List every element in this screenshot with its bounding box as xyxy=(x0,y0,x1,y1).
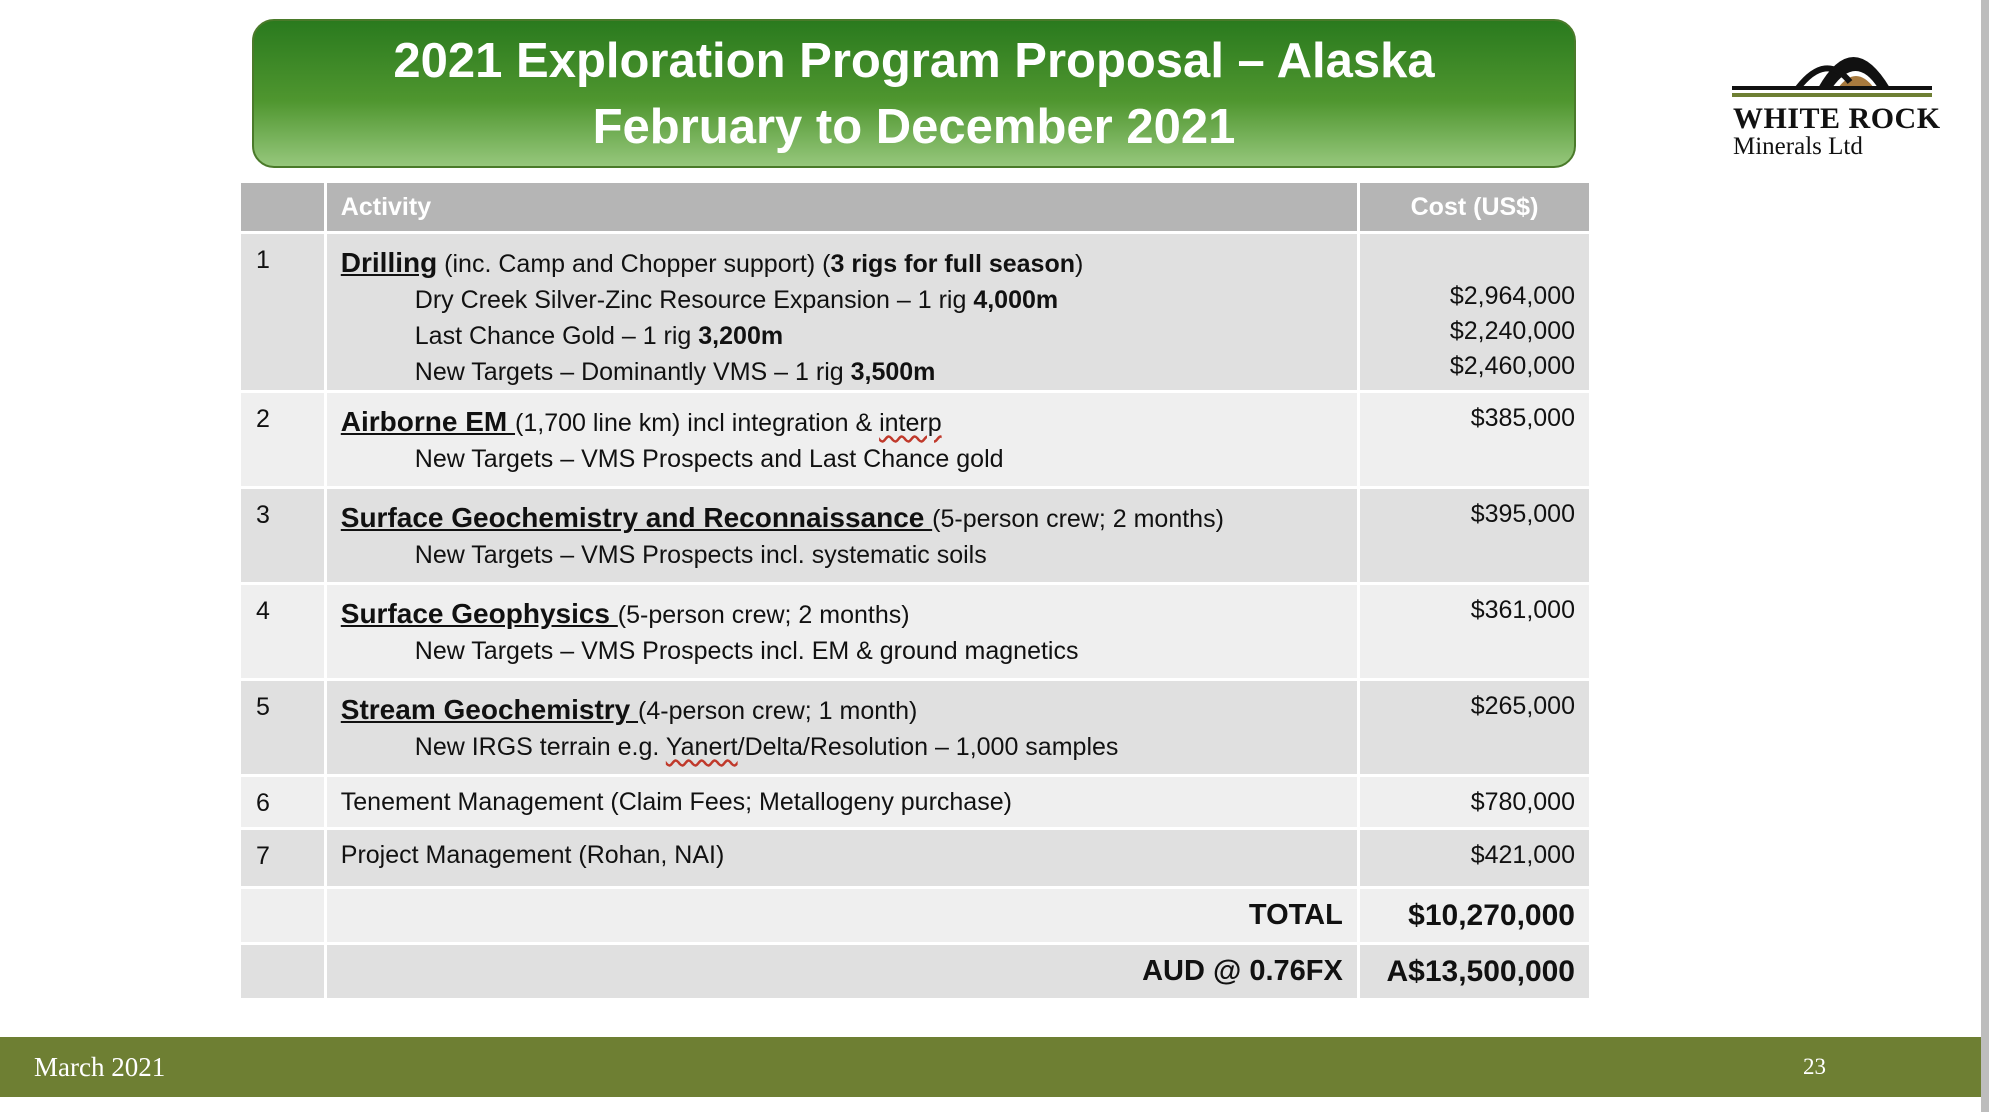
company-logo xyxy=(1728,38,1941,163)
row-number: 3 xyxy=(241,489,324,582)
aud-row xyxy=(241,945,1589,998)
row-number: 4 xyxy=(241,585,324,678)
header-cost: Cost (US$) xyxy=(1360,183,1589,231)
aud-value: A$13,500,000 xyxy=(1360,945,1589,998)
activity-detail: New Targets – VMS Prospects and Last Chance gold xyxy=(414,445,1004,473)
activity-detail: New Targets – VMS Prospects incl. EM & ground magnetics xyxy=(414,637,1079,665)
logo-name-line-2: Minerals Ltd xyxy=(1733,133,1863,160)
activity-title: Drilling xyxy=(340,247,438,278)
cost-value: $2,240,000 xyxy=(1449,317,1575,345)
footer-date: March 2021 xyxy=(34,1052,166,1082)
row-cost xyxy=(1360,234,1589,390)
table-row xyxy=(241,777,1589,827)
row-activity: Surface Geophysics (5-person crew; 2 months) New Targets – VMS Prospects incl. EM & ground magnetics xyxy=(327,585,1357,678)
table-row xyxy=(241,681,1589,774)
title-line-2: February to December 2021 xyxy=(592,99,1236,154)
row-activity: Tenement Management (Claim Fees; Metallogeny purchase) xyxy=(327,777,1357,827)
activity-detail: New Targets – VMS Prospects incl. systematic soils xyxy=(414,541,987,569)
row-cost: $361,000 xyxy=(1360,585,1589,678)
activity-detail: New IRGS terrain e.g. Yanert/Delta/Resolution – 1,000 samples xyxy=(414,733,1119,761)
row-activity: Stream Geochemistry (4-person crew; 1 month) New IRGS terrain e.g. Yanert/Delta/Resolution – 1,000 samples xyxy=(327,681,1357,774)
activity-title: Surface Geophysics xyxy=(340,598,618,629)
row-cost: $385,000 xyxy=(1360,393,1589,486)
row-cost: $265,000 xyxy=(1360,681,1589,774)
activity-title: Airborne EM xyxy=(340,406,516,437)
activity-title: Surface Geochemistry and Reconnaissance xyxy=(340,502,933,533)
row-cost: $780,000 xyxy=(1360,777,1589,827)
row-cost: $395,000 xyxy=(1360,489,1589,582)
row-activity: Drilling (inc. Camp and Chopper support) (3 rigs for full season) Dry Creek Silver-Zinc Resource Expansion – 1 rig 4,000m Last Chance Gold – 1 rig 3,200m New Targets – Dominantly VMS – 1 rig 3,500m xyxy=(327,234,1357,390)
cost-value: $2,964,000 xyxy=(1449,282,1575,310)
total-value: $10,270,000 xyxy=(1360,889,1589,942)
activity-detail: New Targets – Dominantly VMS – 1 rig 3,500m xyxy=(414,358,936,386)
footer-bar xyxy=(0,1037,1981,1097)
aud-label: AUD @ 0.76FX xyxy=(327,945,1357,998)
aud-num-cell xyxy=(241,945,324,998)
table-row xyxy=(241,393,1589,486)
table-header xyxy=(241,183,1589,231)
slide-edge xyxy=(1981,0,1989,1112)
row-cost: $421,000 xyxy=(1360,830,1589,886)
row-activity: Project Management (Rohan, NAI) xyxy=(327,830,1357,886)
row-number: 1 xyxy=(241,234,324,390)
cost-value: $2,460,000 xyxy=(1449,352,1575,380)
total-label: TOTAL xyxy=(327,889,1357,942)
row-number: 5 xyxy=(241,681,324,774)
row-activity: Airborne EM (1,700 line km) incl integration & interp New Targets – VMS Prospects and Last Chance gold xyxy=(327,393,1357,486)
activity-title: Stream Geochemistry xyxy=(340,694,639,725)
header-num xyxy=(241,183,324,231)
row-number: 2 xyxy=(241,393,324,486)
page-number: 23 xyxy=(1803,1054,1826,1079)
activity-detail: Dry Creek Silver-Zinc Resource Expansion – 1 rig 4,000m xyxy=(414,286,1059,314)
total-num-cell xyxy=(241,889,324,942)
activity-detail: Last Chance Gold – 1 rig 3,200m xyxy=(414,322,784,350)
title-banner xyxy=(252,19,1576,168)
table-row xyxy=(241,585,1589,678)
row-number: 6 xyxy=(241,777,324,827)
row-number: 7 xyxy=(241,830,324,886)
total-row xyxy=(241,889,1589,942)
table-row xyxy=(241,489,1589,582)
table-row xyxy=(241,830,1589,886)
table-row xyxy=(241,234,1589,390)
row-activity: Surface Geochemistry and Reconnaissance (5-person crew; 2 months) New Targets – VMS Prospects incl. systematic soils xyxy=(327,489,1357,582)
title-line-1: 2021 Exploration Program Proposal – Alaska xyxy=(393,33,1435,88)
mountain-logo-icon xyxy=(1728,38,1938,102)
cost-table xyxy=(241,183,1589,1001)
header-activity: Activity xyxy=(327,183,1357,231)
logo-name-line-1: WHITE ROCK xyxy=(1733,102,1941,135)
